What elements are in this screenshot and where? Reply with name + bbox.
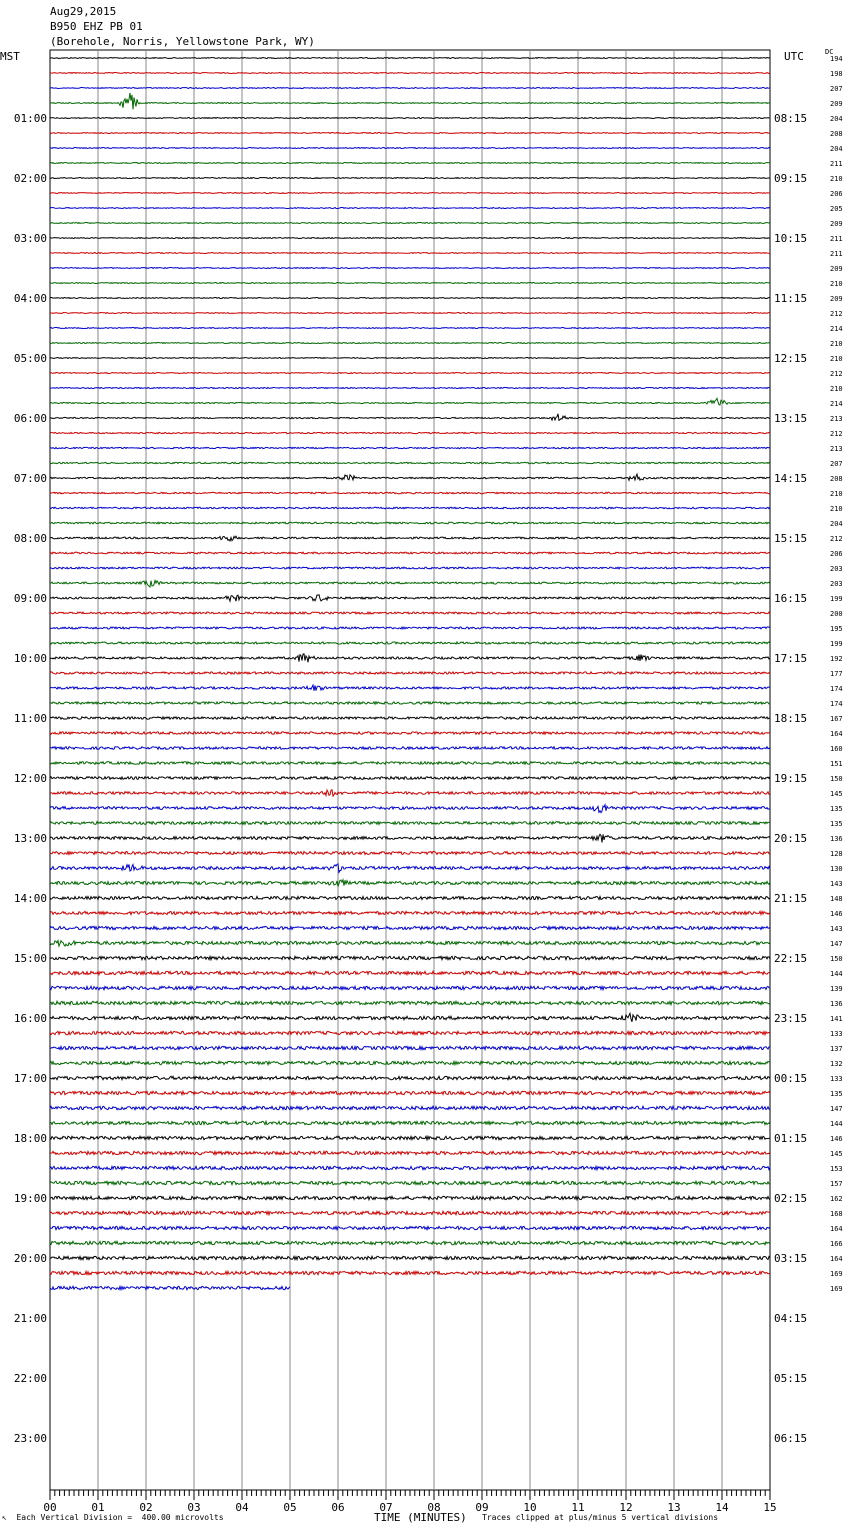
- trace-line: [50, 208, 770, 209]
- x-tick-label: 02: [139, 1501, 153, 1514]
- dc-offset-value: 135: [830, 805, 843, 813]
- dc-offset-value: 137: [830, 1045, 843, 1053]
- trace-line: [50, 654, 770, 662]
- dc-offset-value: 195: [830, 625, 843, 633]
- x-tick-label: 05: [283, 1501, 297, 1514]
- mst-hour-label: 02:00: [13, 172, 47, 185]
- dc-offset-value: 203: [830, 565, 843, 573]
- trace-line: [50, 1181, 770, 1184]
- dc-offset-value: 162: [830, 1195, 843, 1203]
- mst-hour-label: 10:00: [13, 652, 47, 665]
- dc-offset-value: 136: [830, 835, 843, 843]
- dc-offset-value: 204: [830, 115, 843, 123]
- trace-line: [50, 956, 770, 959]
- trace-line: [50, 790, 770, 796]
- left-timezone-label: MST: [0, 50, 20, 63]
- trace-line: [50, 926, 770, 929]
- trace-line: [50, 133, 770, 134]
- utc-hour-label: 11:15: [774, 292, 808, 305]
- trace-line: [50, 432, 770, 433]
- utc-hour-label: 17:15: [774, 652, 808, 665]
- trace-line: [50, 834, 770, 842]
- dc-offset-value: 132: [830, 1060, 843, 1068]
- dc-offset-value: 174: [830, 685, 843, 693]
- dc-offset-value: 209: [830, 100, 843, 108]
- dc-offset-value: 141: [830, 1015, 843, 1023]
- trace-line: [50, 1136, 770, 1139]
- trace-line: [50, 193, 770, 194]
- dc-offset-value: 146: [830, 910, 843, 918]
- trace-line: [50, 732, 770, 735]
- utc-hour-label: 10:15: [774, 232, 808, 245]
- dc-offset-value: 194: [830, 55, 843, 63]
- trace-line: [50, 1196, 770, 1199]
- hour-labels: [14, 55, 843, 1445]
- dc-offset-value: 212: [830, 370, 843, 378]
- dc-offset-header: DC: [825, 48, 834, 56]
- x-tick-label: 11: [571, 1501, 585, 1514]
- trace-line: [50, 986, 770, 989]
- dc-offset-value: 209: [830, 220, 843, 228]
- utc-hour-label: 08:15: [774, 112, 808, 125]
- trace-line: [50, 398, 770, 405]
- trace-line: [50, 612, 770, 614]
- mst-hour-label: 09:00: [13, 592, 47, 605]
- station-code: B950 EHZ PB 01: [50, 20, 143, 33]
- utc-hour-label: 12:15: [774, 352, 808, 365]
- utc-hour-label: 02:15: [774, 1192, 808, 1205]
- x-tick-label: 07: [379, 1501, 393, 1514]
- dc-offset-value: 212: [830, 535, 843, 543]
- dc-offset-value: 130: [830, 865, 843, 873]
- x-tick-label: 08: [427, 1501, 441, 1514]
- trace-line: [50, 1046, 770, 1049]
- dc-offset-value: 207: [830, 460, 843, 468]
- scale-note: ↖ Each Vertical Division = 400.00 microvolts: [2, 1513, 224, 1522]
- dc-offset-value: 164: [830, 1255, 843, 1263]
- trace-line: [50, 552, 770, 554]
- trace-line: [50, 1271, 770, 1274]
- dc-offset-value: 212: [830, 430, 843, 438]
- trace-line: [50, 777, 770, 780]
- trace-line: [50, 73, 770, 74]
- trace-line: [50, 387, 770, 388]
- trace-line: [50, 358, 770, 359]
- trace-line: [50, 685, 770, 691]
- dc-offset-value: 212: [830, 310, 843, 318]
- dc-offset-value: 204: [830, 520, 843, 528]
- x-tick-label: 06: [331, 1501, 345, 1514]
- seismic-traces: [50, 58, 770, 1290]
- trace-line: [50, 414, 770, 421]
- dc-offset-value: 145: [830, 1150, 843, 1158]
- trace-line: [50, 1106, 770, 1109]
- trace-line: [50, 805, 770, 813]
- mst-hour-label: 04:00: [13, 292, 47, 305]
- dc-offset-value: 136: [830, 1000, 843, 1008]
- dc-offset-value: 205: [830, 205, 843, 213]
- mst-hour-label: 17:00: [13, 1072, 47, 1085]
- plot-date: Aug29,2015: [50, 5, 117, 18]
- dc-offset-value: 210: [830, 175, 843, 183]
- trace-line: [50, 328, 770, 329]
- x-tick-label: 15: [763, 1501, 777, 1514]
- mst-hour-label: 18:00: [13, 1132, 47, 1145]
- x-tick-label: 00: [43, 1501, 57, 1514]
- trace-line: [50, 1241, 770, 1244]
- dc-offset-value: 153: [830, 1165, 843, 1173]
- dc-offset-value: 208: [830, 130, 843, 138]
- dc-offset-value: 211: [830, 160, 843, 168]
- trace-line: [50, 702, 770, 704]
- trace-line: [50, 581, 770, 587]
- mst-hour-label: 07:00: [13, 472, 47, 485]
- dc-offset-value: 210: [830, 385, 843, 393]
- trace-line: [50, 462, 770, 463]
- dc-offset-value: 213: [830, 445, 843, 453]
- dc-offset-value: 214: [830, 325, 843, 333]
- trace-line: [50, 1061, 770, 1064]
- trace-line: [50, 507, 770, 509]
- mst-hour-label: 20:00: [13, 1252, 47, 1265]
- x-tick-label: 01: [91, 1501, 105, 1514]
- trace-line: [50, 474, 770, 480]
- utc-hour-label: 09:15: [774, 172, 808, 185]
- utc-hour-label: 04:15: [774, 1312, 808, 1325]
- trace-line: [50, 253, 770, 254]
- clip-note: Traces clipped at plus/minus 5 vertical divisions: [482, 1513, 719, 1522]
- dc-offset-value: 160: [830, 745, 843, 753]
- dc-offset-value: 150: [830, 775, 843, 783]
- dc-offset-value: 144: [830, 1120, 843, 1128]
- trace-line: [50, 642, 770, 644]
- x-tick-label: 12: [619, 1501, 633, 1514]
- dc-offset-value: 206: [830, 550, 843, 558]
- mst-hour-label: 03:00: [13, 232, 47, 245]
- trace-line: [50, 567, 770, 569]
- trace-line: [50, 1001, 770, 1004]
- dc-offset-value: 198: [830, 70, 843, 78]
- utc-hour-label: 03:15: [774, 1252, 808, 1265]
- dc-offset-value: 146: [830, 1135, 843, 1143]
- trace-line: [50, 896, 770, 899]
- dc-offset-value: 168: [830, 1210, 843, 1218]
- x-axis-label: TIME (MINUTES): [374, 1511, 467, 1524]
- dc-offset-value: 204: [830, 145, 843, 153]
- mst-hour-label: 15:00: [13, 952, 47, 965]
- mst-hour-label: 11:00: [13, 712, 47, 725]
- dc-offset-value: 211: [830, 250, 843, 258]
- utc-hour-label: 06:15: [774, 1432, 808, 1445]
- trace-line: [50, 118, 770, 119]
- utc-hour-label: 14:15: [774, 472, 808, 485]
- dc-offset-value: 210: [830, 340, 843, 348]
- station-location: (Borehole, Norris, Yellowstone Park, WY): [50, 35, 315, 48]
- dc-offset-value: 169: [830, 1270, 843, 1278]
- trace-line: [50, 747, 770, 750]
- x-tick-label: 03: [187, 1501, 201, 1514]
- trace-line: [50, 762, 770, 765]
- trace-line: [50, 717, 770, 719]
- mst-hour-label: 05:00: [13, 352, 47, 365]
- dc-offset-value: 208: [830, 475, 843, 483]
- dc-offset-value: 206: [830, 190, 843, 198]
- trace-line: [50, 178, 770, 179]
- dc-offset-value: 209: [830, 295, 843, 303]
- trace-line: [50, 223, 770, 224]
- dc-offset-value: 210: [830, 490, 843, 498]
- mst-hour-label: 06:00: [13, 412, 47, 425]
- trace-line: [50, 447, 770, 448]
- dc-offset-value: 164: [830, 1225, 843, 1233]
- dc-offset-value: 177: [830, 670, 843, 678]
- trace-line: [50, 313, 770, 314]
- trace-line: [50, 971, 770, 974]
- dc-offset-value: 211: [830, 235, 843, 243]
- dc-offset-value: 169: [830, 1285, 843, 1293]
- dc-offset-value: 133: [830, 1030, 843, 1038]
- mst-hour-label: 14:00: [13, 892, 47, 905]
- dc-offset-value: 209: [830, 265, 843, 273]
- mst-hour-label: 22:00: [13, 1372, 47, 1385]
- utc-hour-label: 23:15: [774, 1012, 808, 1025]
- trace-line: [50, 283, 770, 284]
- dc-offset-value: 143: [830, 880, 843, 888]
- trace-line: [50, 852, 770, 855]
- dc-offset-value: 210: [830, 355, 843, 363]
- mst-hour-label: 08:00: [13, 532, 47, 545]
- mst-hour-label: 21:00: [13, 1312, 47, 1325]
- dc-offset-value: 135: [830, 1090, 843, 1098]
- trace-line: [50, 148, 770, 149]
- trace-line: [50, 343, 770, 344]
- trace-line: [50, 880, 770, 887]
- trace-line: [50, 163, 770, 164]
- dc-offset-value: 128: [830, 850, 843, 858]
- dc-offset-value: 203: [830, 580, 843, 588]
- x-tick-label: 10: [523, 1501, 537, 1514]
- trace-line: [50, 1166, 770, 1169]
- utc-hour-label: 00:15: [774, 1072, 808, 1085]
- dc-offset-value: 135: [830, 820, 843, 828]
- dc-offset-value: 200: [830, 610, 843, 618]
- trace-line: [50, 536, 770, 541]
- trace-line: [50, 1256, 770, 1259]
- dc-offset-value: 150: [830, 955, 843, 963]
- utc-hour-label: 18:15: [774, 712, 808, 725]
- utc-hour-label: 21:15: [774, 892, 808, 905]
- dc-offset-value: 213: [830, 415, 843, 423]
- mst-hour-label: 23:00: [13, 1432, 47, 1445]
- mst-hour-label: 12:00: [13, 772, 47, 785]
- trace-line: [50, 372, 770, 373]
- mst-hour-label: 13:00: [13, 832, 47, 845]
- dc-offset-value: 192: [830, 655, 843, 663]
- x-tick-label: 13: [667, 1501, 681, 1514]
- trace-line: [50, 672, 770, 674]
- trace-line: [50, 1013, 770, 1022]
- trace-line: [50, 1031, 770, 1034]
- trace-line: [50, 864, 770, 873]
- trace-line: [50, 1076, 770, 1079]
- trace-line: [50, 522, 770, 524]
- x-tick-label: 14: [715, 1501, 729, 1514]
- trace-line: [50, 911, 770, 914]
- mst-hour-label: 01:00: [13, 112, 47, 125]
- trace-line: [50, 1286, 290, 1289]
- dc-offset-value: 133: [830, 1075, 843, 1083]
- dc-offset-value: 199: [830, 595, 843, 603]
- trace-line: [50, 595, 770, 601]
- trace-line: [50, 1226, 770, 1229]
- dc-offset-value: 144: [830, 970, 843, 978]
- dc-offset-value: 207: [830, 85, 843, 93]
- trace-line: [50, 941, 770, 947]
- dc-offset-value: 174: [830, 700, 843, 708]
- utc-hour-label: 15:15: [774, 532, 808, 545]
- dc-offset-value: 143: [830, 925, 843, 933]
- dc-offset-value: 139: [830, 985, 843, 993]
- trace-line: [50, 238, 770, 239]
- x-tick-label: 09: [475, 1501, 489, 1514]
- dc-offset-value: 151: [830, 760, 843, 768]
- dc-offset-value: 166: [830, 1240, 843, 1248]
- utc-hour-label: 13:15: [774, 412, 808, 425]
- utc-hour-label: 22:15: [774, 952, 808, 965]
- dc-offset-value: 157: [830, 1180, 843, 1188]
- utc-hour-label: 19:15: [774, 772, 808, 785]
- trace-line: [50, 268, 770, 269]
- mst-hour-label: 16:00: [13, 1012, 47, 1025]
- utc-hour-label: 16:15: [774, 592, 808, 605]
- dc-offset-value: 167: [830, 715, 843, 723]
- trace-line: [50, 627, 770, 629]
- trace-line: [50, 298, 770, 299]
- trace-line: [50, 1151, 770, 1154]
- utc-hour-label: 01:15: [774, 1132, 808, 1145]
- x-tick-label: 04: [235, 1501, 249, 1514]
- utc-hour-label: 05:15: [774, 1372, 808, 1385]
- dc-offset-value: 145: [830, 790, 843, 798]
- dc-offset-value: 210: [830, 505, 843, 513]
- trace-line: [50, 58, 770, 59]
- dc-offset-value: 147: [830, 1105, 843, 1113]
- dc-offset-value: 148: [830, 895, 843, 903]
- trace-line: [50, 1211, 770, 1214]
- trace-line: [50, 93, 770, 109]
- trace-line: [50, 1121, 770, 1124]
- mst-hour-label: 19:00: [13, 1192, 47, 1205]
- trace-line: [50, 1091, 770, 1094]
- utc-hour-label: 20:15: [774, 832, 808, 845]
- dc-offset-value: 199: [830, 640, 843, 648]
- dc-offset-value: 147: [830, 940, 843, 948]
- trace-line: [50, 492, 770, 494]
- dc-offset-value: 214: [830, 400, 843, 408]
- trace-line: [50, 88, 770, 89]
- dc-offset-value: 210: [830, 280, 843, 288]
- dc-offset-value: 164: [830, 730, 843, 738]
- trace-line: [50, 822, 770, 825]
- right-timezone-label: UTC: [784, 50, 804, 63]
